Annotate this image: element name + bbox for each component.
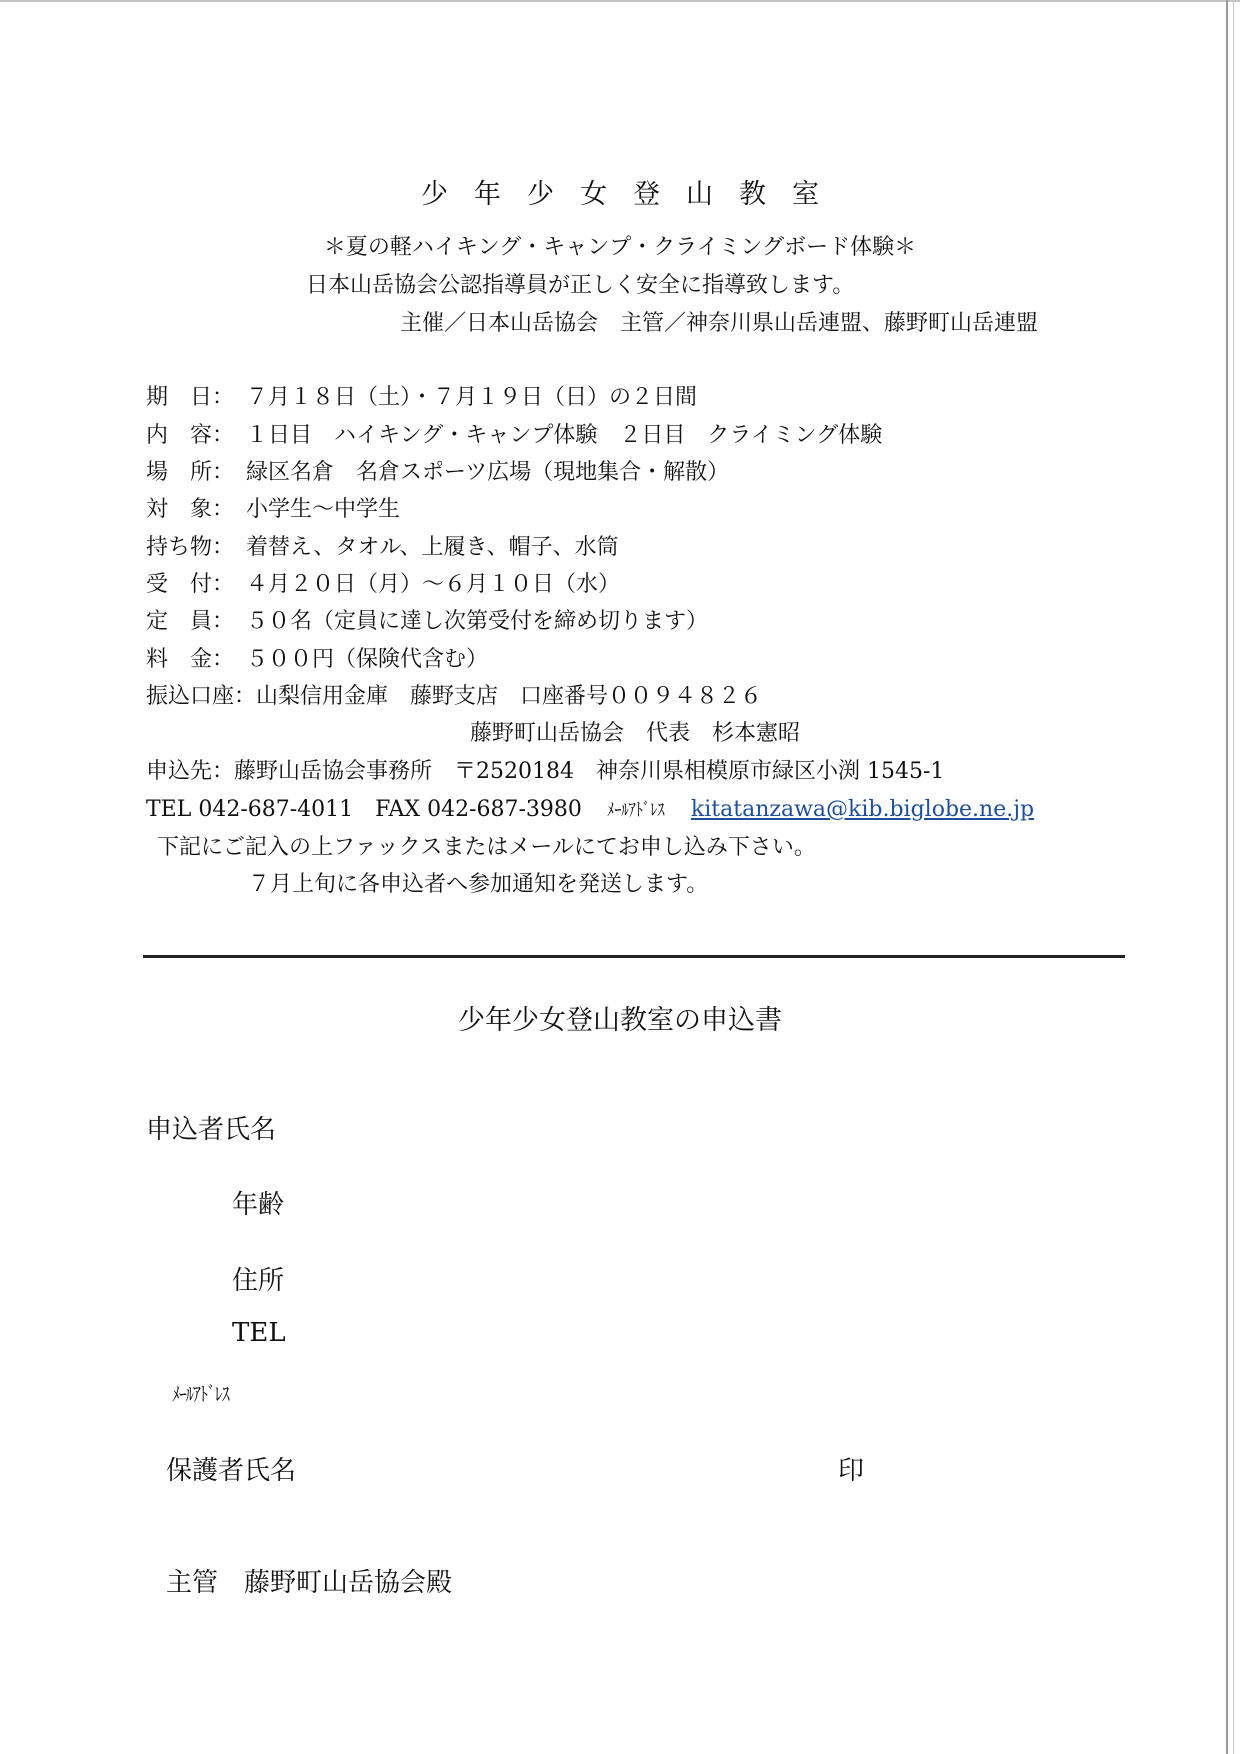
notice-text: ７月上旬に各申込者へ参加通知を発送します。 bbox=[248, 872, 709, 897]
detail-value: 緑区名倉 名倉スポーツ広場（現地集合・解散） bbox=[246, 460, 730, 485]
contact-value: 藤野山岳協会事務所 〒2520184 神奈川県相模原市緑区小渕 1545-1 bbox=[234, 759, 945, 784]
detail-value: ５０名（定員に達し次第受付を締め切ります） bbox=[246, 609, 709, 634]
detail-row-belongings bbox=[146, 530, 619, 561]
detail-value: ４月２０日（月）～６月１０日（水） bbox=[246, 572, 621, 597]
detail-value: ５００円（保険代含む） bbox=[246, 647, 489, 672]
scan-edge-top bbox=[0, 0, 1240, 2]
contact-label: 申込先： bbox=[146, 759, 235, 784]
address-label: 住所 bbox=[232, 1266, 285, 1296]
contact-row bbox=[146, 754, 944, 785]
detail-row-fee bbox=[146, 642, 488, 673]
detail-row-capacity bbox=[146, 604, 708, 635]
instruction-text: 下記にご記入の上ファックスまたはメールにてお申し込み下さい。 bbox=[157, 835, 816, 860]
detail-row-reception bbox=[146, 567, 620, 598]
phone-fax: TEL 042-687-4011 FAX 042-687-3980 bbox=[146, 797, 582, 822]
detail-row-place bbox=[146, 455, 729, 486]
applicant-name-label: 申込者氏名 bbox=[146, 1115, 277, 1145]
account-holder: 藤野町山岳協会 代表 杉本憲昭 bbox=[470, 721, 801, 746]
document-subtitle: ＊夏の軽ハイキング・キャンプ・クライミングボード体験＊ bbox=[323, 235, 917, 260]
detail-label: 場 所： bbox=[146, 460, 235, 485]
detail-label: 内 容： bbox=[146, 423, 235, 448]
detail-row-bank-account bbox=[146, 679, 762, 710]
document-title: 少年少女登山教室 bbox=[421, 179, 845, 210]
detail-value: 山梨信用金庫 藤野支店 口座番号００９４８２６ bbox=[256, 684, 763, 709]
form-title: 少年少女登山教室の申込書 bbox=[458, 1005, 782, 1036]
detail-row-date bbox=[146, 380, 697, 411]
organizer-text: 主催／日本山岳協会 主管／神奈川県山岳連盟、藤野町山岳連盟 bbox=[400, 311, 1039, 336]
detail-label: 振込口座： bbox=[146, 684, 257, 709]
addressee: 主管 藤野町山岳協会殿 bbox=[166, 1568, 453, 1598]
email-link[interactable]: kitatanzawa@kib.biglobe.ne.jp bbox=[690, 797, 1035, 822]
lead-text: 日本山岳協会公認指導員が正しく安全に指導致します。 bbox=[306, 273, 855, 298]
tel-label: TEL bbox=[232, 1318, 286, 1348]
scan-edge-right bbox=[1226, 0, 1228, 1754]
phone-email-row bbox=[146, 792, 1034, 823]
detail-row-target bbox=[146, 492, 400, 523]
mail-label: ﾒｰﾙｱﾄﾞﾚｽ bbox=[606, 800, 665, 821]
detail-value: ７月１８日（土）・７月１９日（日）の２日間 bbox=[246, 385, 698, 410]
detail-label: 対 象： bbox=[146, 497, 235, 522]
mail-address-label: ﾒｰﾙｱﾄﾞﾚｽ bbox=[172, 1382, 229, 1406]
section-divider bbox=[143, 955, 1125, 958]
detail-value: 着替え、タオル、上履き、帽子、水筒 bbox=[246, 535, 619, 560]
detail-label: 受 付： bbox=[146, 572, 235, 597]
guardian-name-label: 保護者氏名 bbox=[166, 1456, 297, 1486]
age-label: 年齢 bbox=[232, 1190, 285, 1220]
detail-label: 期 日： bbox=[146, 385, 235, 410]
detail-label: 料 金： bbox=[146, 647, 235, 672]
detail-row-content bbox=[146, 418, 882, 449]
seal-mark: 印 bbox=[838, 1456, 865, 1486]
scan-edge-right-inner bbox=[1233, 0, 1234, 1754]
detail-label: 定 員： bbox=[146, 609, 235, 634]
detail-value: 小学生～中学生 bbox=[246, 497, 401, 522]
detail-value: １日目 ハイキング・キャンプ体験 ２日目 クライミング体験 bbox=[246, 423, 883, 448]
detail-label: 持ち物： bbox=[146, 535, 235, 560]
